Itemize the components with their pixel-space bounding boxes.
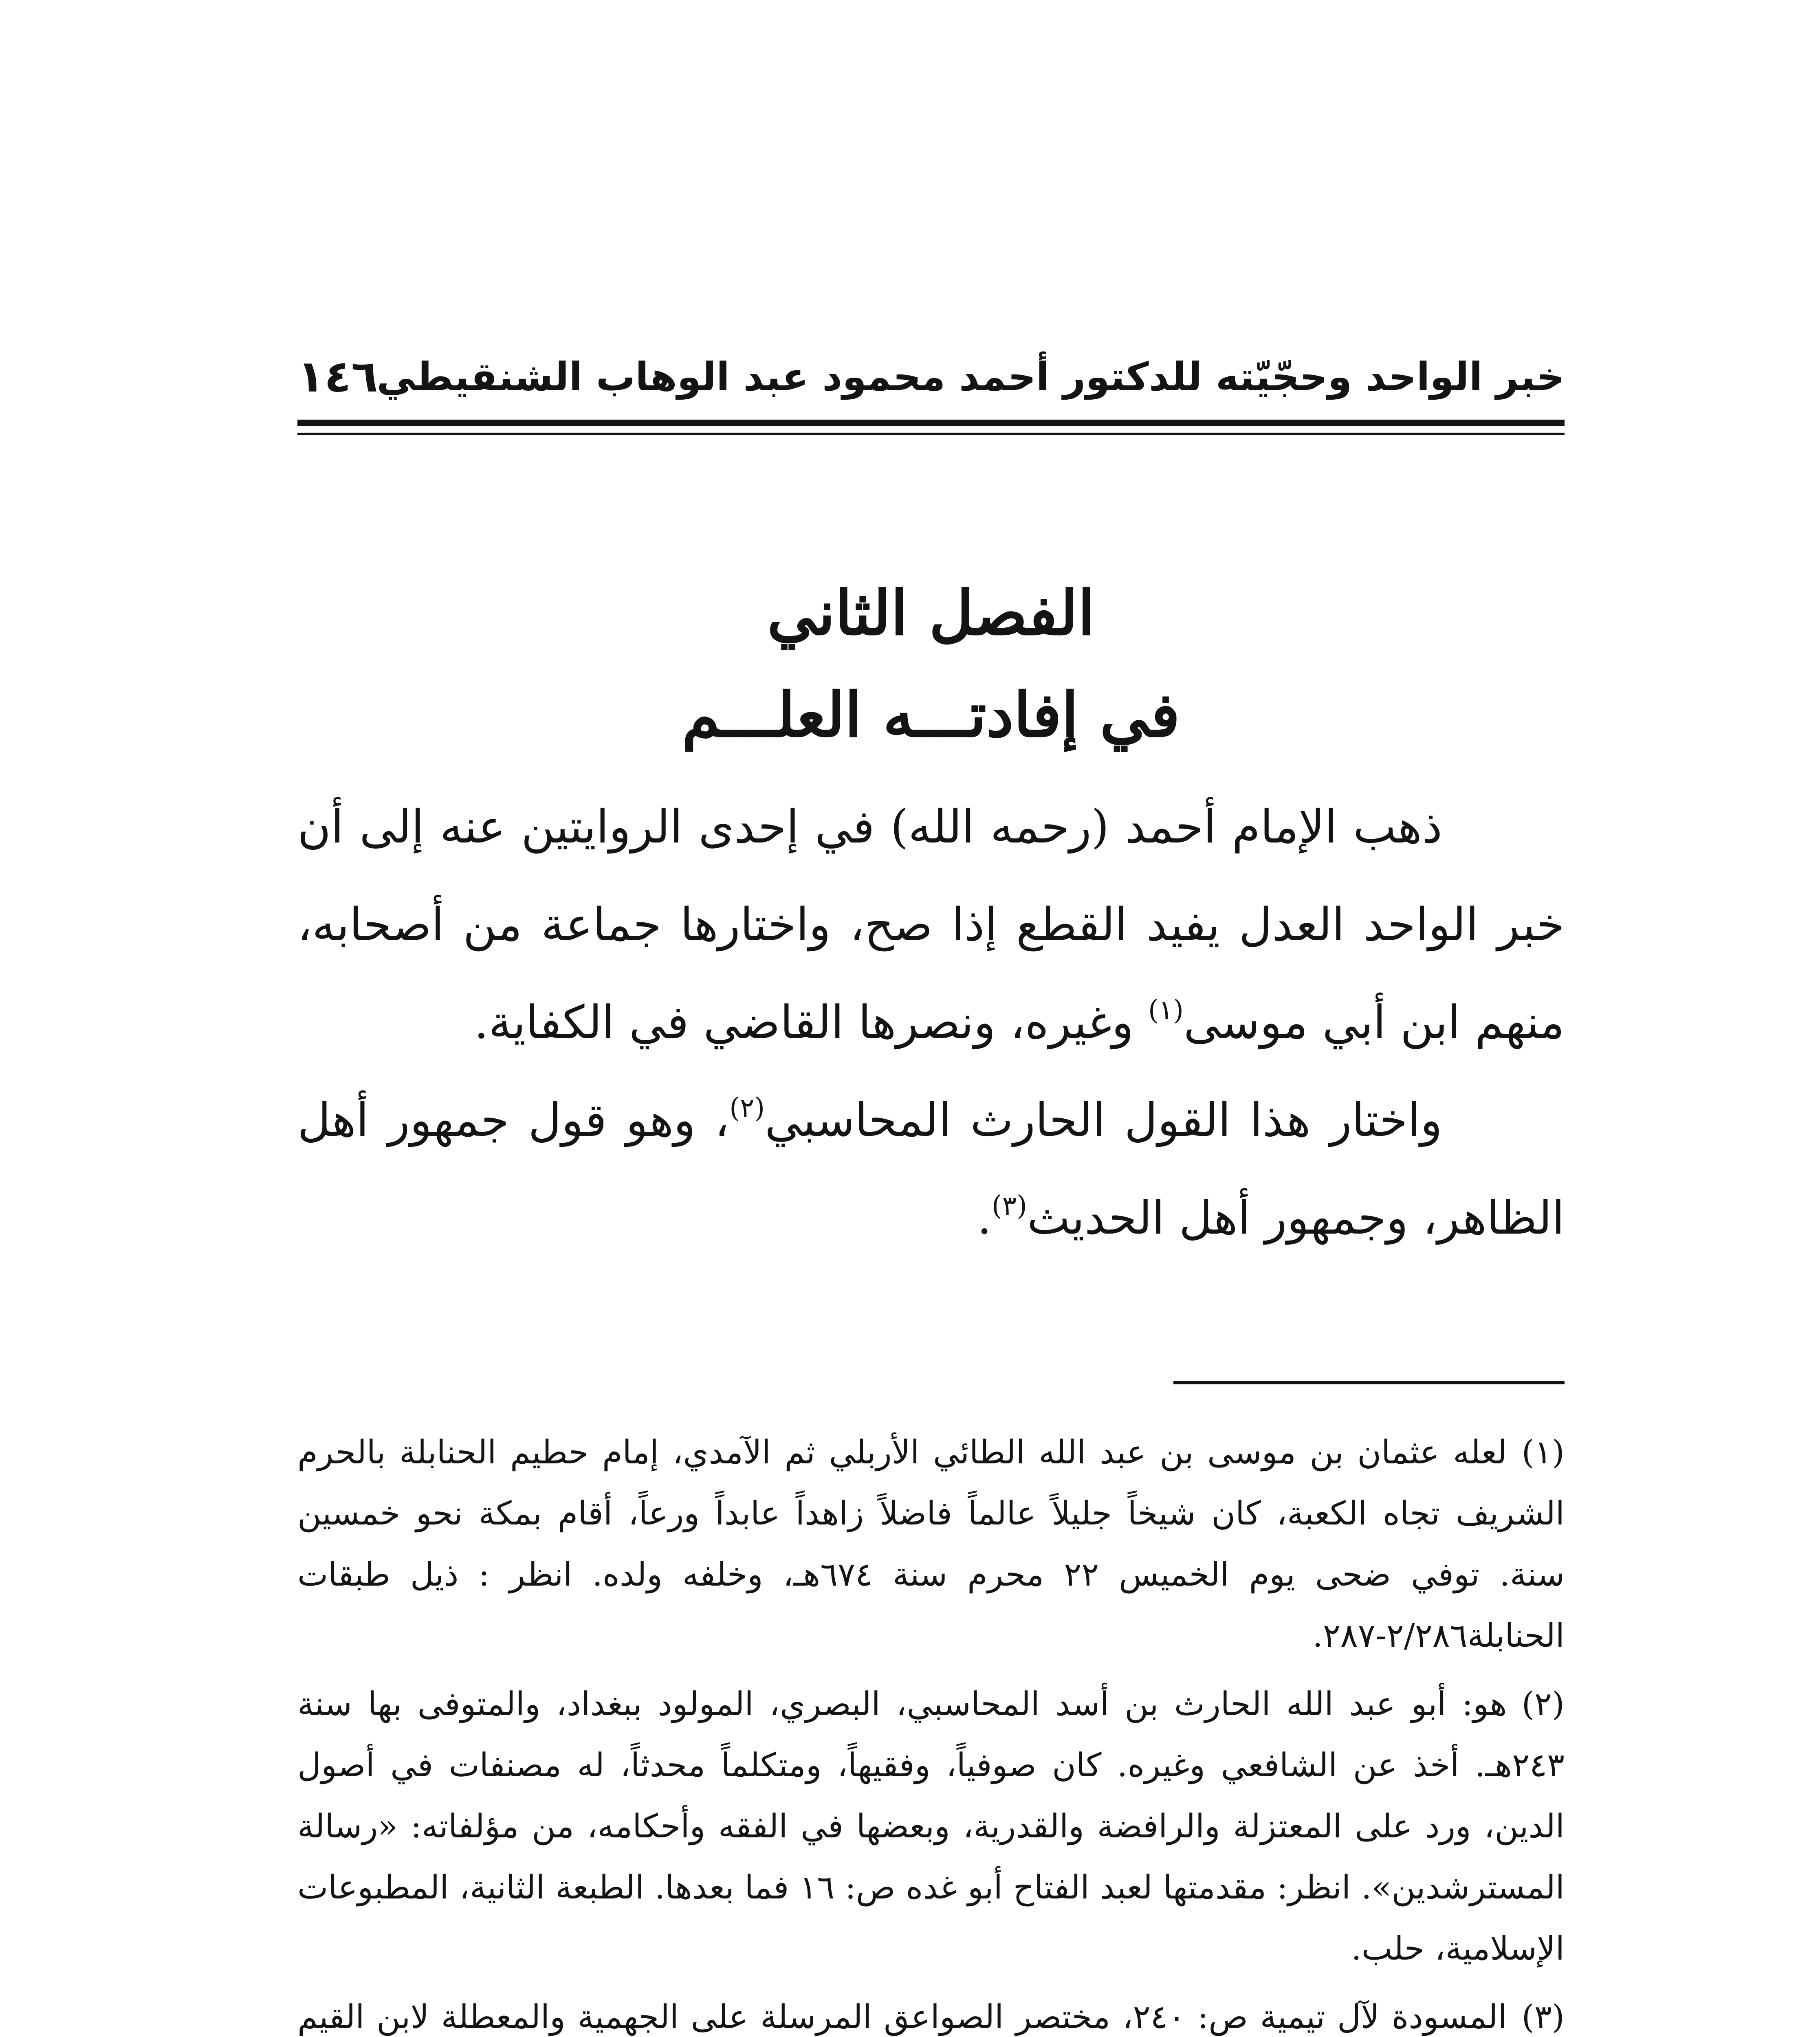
footnote-text: هو: أبو عبد الله الحارث بن أسد المحاسبي، البصري، المولود ببغداد، والمتوفى بها سنة ٢٤٣هـ. أخذ عن الشافعي وغيره. كان صوفياً، وفقيهاً، ومتكلماً محدثاً، له مصنفات في أصول الدين، ورد على المعتزلة والرافضة والقدرية، وبعضها في الفقه وأحكامه، من مؤلفاته: «رسالة المسترشدين». انظر: مقدمتها لعبد الفتاح أبو غده ص: ١٦ فما بعدها. الطبعة الثانية، المطبوعات الإسلامية، حلب. <box>297 1685 1565 1967</box>
footnote-text: لعله عثمان بن موسى بن عبد الله الطائي الأربلي ثم الآمدي، إمام حطيم الحنابلة بالحرم الشريف تجاه الكعبة، كان شيخاً جليلاً عالماً فاضلاً زاهداً عابداً ورعاً، أقام بمكة نحو خمسين سنة. توفي ضحى يوم الخميس ٢٢ محرم سنة ٦٧٤هـ، وخلفه ولده. انظر : ذيل طبقات الحنابلة٢/٢٨٦-٢٨٧. <box>297 1433 1565 1654</box>
running-header <box>297 346 1565 420</box>
chapter-heading <box>297 562 1565 766</box>
footnote-3 <box>297 1986 1565 2037</box>
body-text <box>297 778 1565 1267</box>
footnote-number: (٣) <box>1521 1998 1565 2036</box>
paragraph-1-text-a: ذهب الإمام أحمد (رحمه الله) في إحدى الروايتين عنه إلى أن خبر الواحد العدل يفيد القطع إذا صح، واختارها جماعة من أصحابه، منهم ابن أبي موسى <box>297 801 1565 1049</box>
paragraph-2-text-a: واختار هذا القول الحارث المحاسبي <box>765 1094 1443 1147</box>
footnote-ref-1: (١) <box>1148 994 1184 1026</box>
footnote-ref-3: (٣) <box>991 1190 1027 1221</box>
footnotes <box>297 1422 1565 2037</box>
header-rule-thin <box>297 433 1565 435</box>
paragraph-1-text-b: وغيره، ونصرها القاضي في الكفاية. <box>474 996 1149 1049</box>
footnote-number: (٢) <box>1521 1685 1565 1723</box>
chapter-title: الفصل الثاني <box>767 577 1095 649</box>
paragraph-2-text-c: . <box>977 1192 992 1245</box>
page-number: ١٤٦ <box>297 351 378 402</box>
paragraph-2 <box>297 1071 1565 1267</box>
book-title: خبر الواحد وحجّيّته للدكتور أحمد محمود عبد الوهاب الشنقيطي <box>376 354 1565 400</box>
footnote-2 <box>297 1674 1565 1979</box>
footnote-1 <box>297 1422 1565 1666</box>
paragraph-1 <box>297 778 1565 1071</box>
paragraph-2-text-b: ، وهو قول جمهور أهل الظاهر، وجمهور أهل الحديث <box>297 1094 1565 1245</box>
header-rule-thick <box>297 420 1565 426</box>
chapter-subtitle: في إفادتـــه العلـــم <box>682 679 1180 751</box>
footnote-ref-2: (٢) <box>729 1092 765 1124</box>
footnote-text: المسودة لآل تيمية ص: ٢٤٠، مختصر الصواعق المرسلة على الجهمية والمعطلة لابن القيم <box>297 1998 1507 2036</box>
footnote-separator <box>1173 1381 1565 1384</box>
footnote-number: (١) <box>1521 1433 1565 1471</box>
